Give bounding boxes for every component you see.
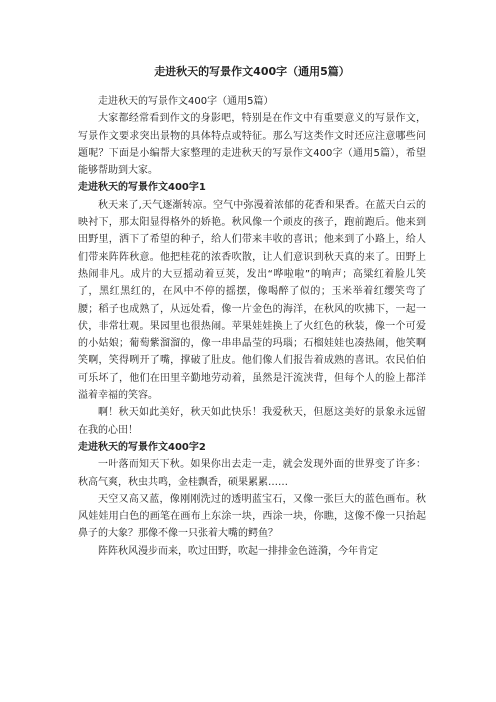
section-1-paragraph-2: 啊！秋天如此美好，秋天如此快乐！我爱秋天，但愿这美好的景象永远留在我的心田！: [78, 407, 426, 436]
section-1-paragraph-1: 秋天来了,天气逐渐转凉。空气中弥漫着浓郁的花香和果香。在蓝天白云的映衬下，那太阳显得格外的娇艳。秋风像一个顽皮的孩子，跑前跑后。他来到田野里，洒下了希望的种子，给人们带来丰收的喜讯；他来到了小路上，给人们带来阵阵秋意。他把桂花的浓香吹散，让人们意识到秋天真的来了。田野上热闹非凡。成片的大豆摇动着豆荚，发出“哗啦啦”的响声；高粱红着脸儿笑了，黑红黑红的，在风中不停的摇摆，像喝醉了似的；玉米举着红缨笑弯了腰；稻子也成熟了，从远处看，像一片金色的海洋，在秋风的吹拂下，一起一伏，非常壮观。果园里也很热闹。苹果娃娃换上了火红色的秋装，像一个可爱的小姑娘；葡萄紫溜溜的，像一串串晶莹的玛瑙；石榴娃娃也凑热闹，他笑啊笑啊，笑得咧开了嘴，撑破了肚皮。他们像人们报告着成熟的喜讯。农民伯伯可乐坏了，他们在田里辛勤地劳动着，虽然是汗流浃背，但每个人的脸上都洋溢着幸福的笑容。: [78, 199, 426, 402]
section-heading-1: 走进秋天的写景作文400字1: [78, 182, 206, 194]
section-2-paragraph-1: 一叶落而知天下秋。如果你出去走一走，就会发现外面的世界变了许多：秋高气爽，秋虫共鸣，金桂飘香，硕果累累……: [78, 459, 426, 488]
section-2-paragraph-3: 阵阵秋风漫步而来，吹过田野，吹起一排排金色涟漪，今年肯定: [98, 545, 378, 557]
intro-title-line: 走进秋天的写景作文400字（通用5篇）: [98, 96, 274, 107]
intro-paragraph: 大家都经常看到作文的身影吧，特别是在作文中有重要意义的写景作文，写景作文要求突出景物的具体特点或特征。那么写这类作文时还应注意哪些问题呢？下面是小编帮大家整理的走进秋天的写景作文400字（通用5篇），希望能够帮助到大家。: [78, 113, 426, 177]
document-title: 走进秋天的写景作文400字（通用5篇）: [154, 65, 350, 78]
section-2-paragraph-2: 天空又高又蓝，像刚刚洗过的透明蓝宝石，又像一张巨大的蓝色画布。秋风娃娃用白色的画笔在画布上东涂一块，西涂一块，你瞧，这像不像一只抬起鼻子的大象？那像不像一只张着大嘴的鳄鱼？: [78, 493, 426, 540]
section-heading-2: 走进秋天的写景作文400字2: [78, 441, 206, 453]
